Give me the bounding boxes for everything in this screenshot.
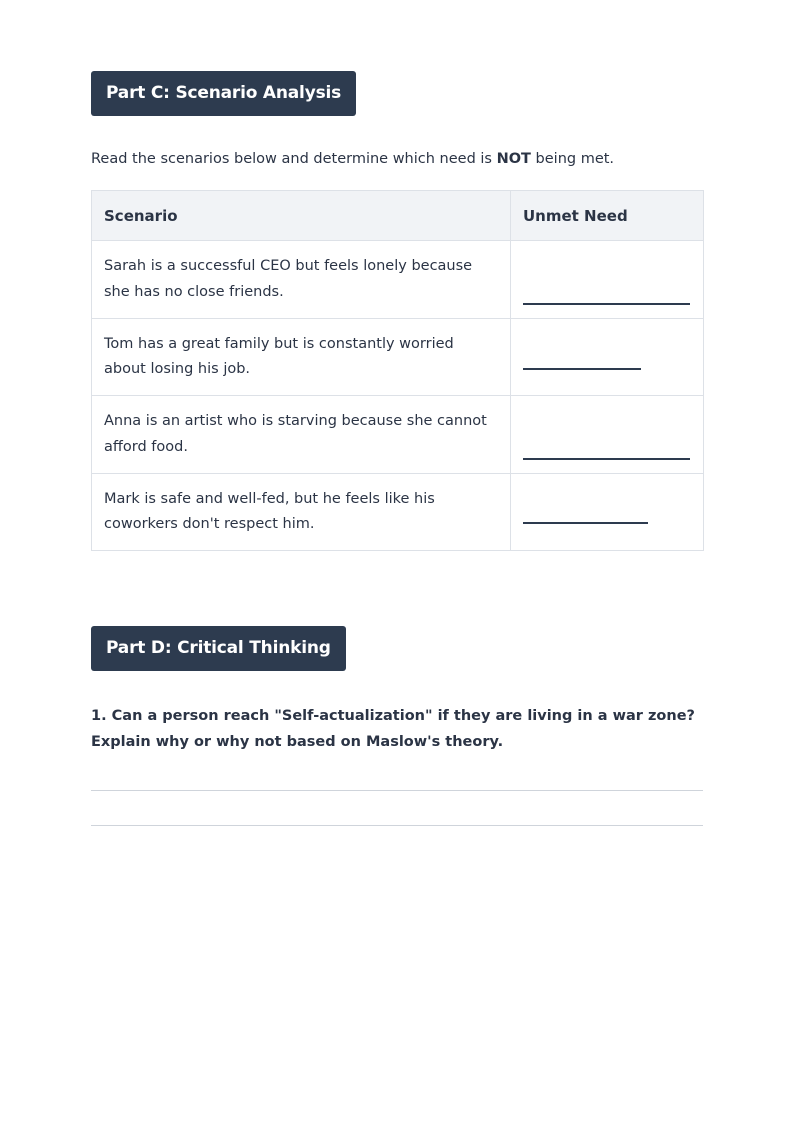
scenario-cell: Anna is an artist who is starving because she cannot afford food. — [92, 396, 511, 474]
answer-blank-line[interactable] — [523, 303, 690, 305]
part-c-instructions — [91, 149, 703, 169]
instructions-text-end: being met. — [530, 151, 615, 167]
question-1: 1. Can a person reach "Self-actualization" if they are living in a war zone? Explain why or why not based on Maslow's theory. — [91, 708, 695, 750]
answer-cell[interactable] — [511, 319, 704, 396]
table-row — [92, 319, 704, 396]
table-row — [92, 241, 704, 319]
answer-cell[interactable] — [511, 241, 704, 319]
answer-blank-line[interactable] — [523, 522, 648, 524]
unmet-need-column-header: Unmet Need — [511, 191, 704, 241]
answer-writing-line[interactable] — [91, 825, 703, 826]
table-row — [92, 474, 704, 551]
scenario-cell: Tom has a great family but is constantly worried about losing his job. — [92, 319, 511, 396]
scenario-cell: Sarah is a successful CEO but feels lonely because she has no close friends. — [92, 241, 511, 319]
instructions-text: Read the scenarios below and determine which need is — [91, 151, 497, 167]
part-c-heading: Part C: Scenario Analysis — [91, 71, 356, 116]
answer-blank-line[interactable] — [523, 368, 641, 370]
answer-cell[interactable] — [511, 474, 704, 551]
scenario-table — [91, 190, 704, 551]
answer-cell[interactable] — [511, 396, 704, 474]
scenario-cell: Mark is safe and well-fed, but he feels like his coworkers don't respect him. — [92, 474, 511, 551]
part-d-heading: Part D: Critical Thinking — [91, 626, 346, 671]
answer-writing-line[interactable] — [91, 790, 703, 791]
instructions-emphasis: NOT — [496, 151, 531, 167]
scenario-column-header: Scenario — [92, 191, 511, 241]
answer-blank-line[interactable] — [523, 458, 690, 460]
table-header-row — [92, 191, 704, 241]
worksheet-page — [91, 71, 703, 826]
table-row — [92, 396, 704, 474]
